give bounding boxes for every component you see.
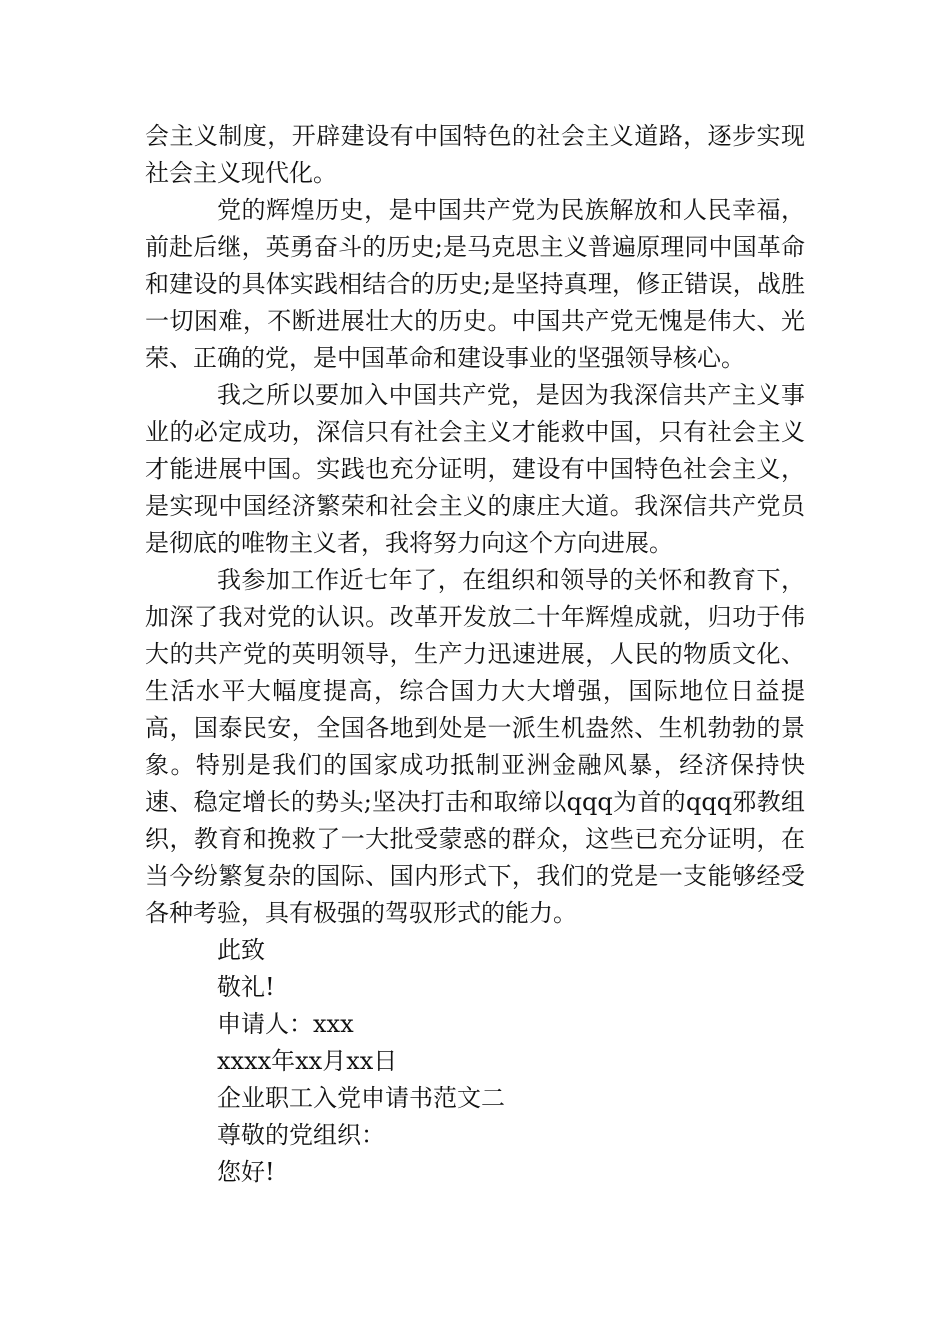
paragraph-reason-joining: 我之所以要加入中国共产党，是因为我深信共产主义事业的必定成功，深信只有社会主义才能救中国，只有社会主义才能进展中国。实践也充分证明，建设有中国特色社会主义，是实现中国经济繁荣和社会主义的康庄大道。我深信共产党员是彻底的唯物主义者，我将努力向这个方向进展。 (145, 381, 805, 557)
addressee: 尊敬的党组织： (217, 1121, 385, 1149)
document-page (145, 118, 805, 1191)
closing-respect: 敬礼! (217, 973, 275, 1001)
applicant-name: 申请人：xxx (217, 1010, 354, 1038)
paragraph-work-experience: 我参加工作近七年了，在组织和领导的关怀和教育下，加深了我对党的认识。改革开发放二十年辉煌成就，归功于伟大的共产党的英明领导，生产力迅速进展，人民的物质文化、生活水平大幅度提高，综合国力大大增强，国际地位日益提高，国泰民安，全国各地到处是一派生机盎然、生机勃勃的景象。特别是我们的国家成功抵制亚洲金融风暴，经济保持快速、稳定增长的势头;坚决打击和取缔以qqq为首的qqq邪教组织，教育和挽救了一大批受蒙惑的群众，这些已充分证明，在当今纷繁复杂的国际、国内形式下，我们的党是一支能够经受各种考验，具有极强的驾驭形式的能力。 (145, 566, 805, 927)
section-title: 企业职工入党申请书范文二 (217, 1084, 505, 1112)
paragraph-party-history: 党的辉煌历史，是中国共产党为民族解放和人民幸福，前赴后继，英勇奋斗的历史;是马克思主义普遍原理同中国革命和建设的具体实践相结合的历史;是坚持真理，修正错误，战胜一切困难，不断进展壮大的历史。中国共产党无愧是伟大、光荣、正确的党，是中国革命和建设事业的坚强领导核心。 (145, 196, 805, 372)
greeting: 您好! (217, 1158, 275, 1186)
paragraph-continuation: 会主义制度，开辟建设有中国特色的社会主义道路，逐步实现社会主义现代化。 (145, 122, 805, 187)
closing-salutation: 此致 (217, 936, 265, 964)
application-date: xxxx年xx月xx日 (217, 1047, 398, 1075)
